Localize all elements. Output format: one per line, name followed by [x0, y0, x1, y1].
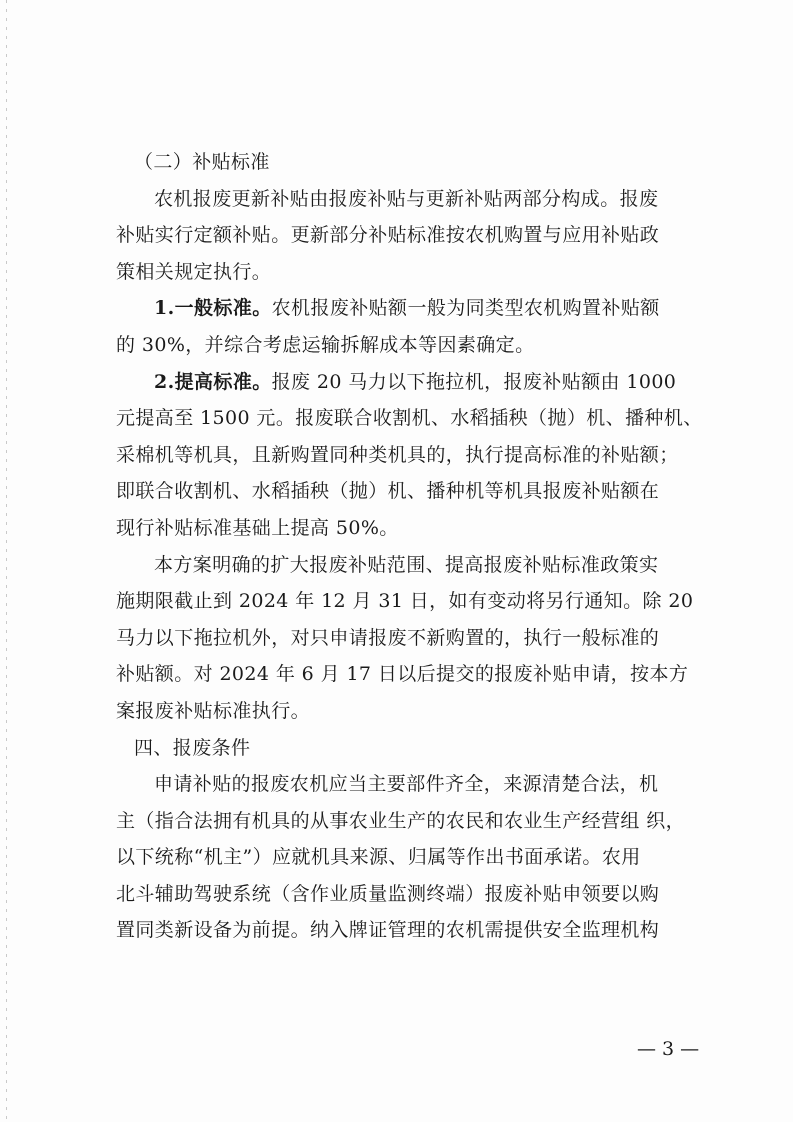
paragraph-line: 元提高至 1500 元。报废联合收割机、水稻插秧（抛）机、播种机、	[116, 407, 703, 430]
page-number: — 3 —	[637, 1038, 700, 1060]
bold-lead-raised-standard: 2.提高标准。	[154, 370, 272, 393]
paragraph-line: 本方案明确的扩大报废补贴范围、提高报废补贴标准政策实	[154, 553, 659, 576]
paragraph-line-general-standard	[116, 290, 721, 327]
paragraph-text: 农机报废补贴额一般为同类型农机购置补贴额	[271, 297, 660, 320]
paragraph-line: 现行补贴标准基础上提高 50%。	[116, 516, 399, 539]
scan-edge-mark	[6, 0, 7, 1122]
paragraph-line: 申请补贴的报废农机应当主要部件齐全，来源清楚合法，机	[154, 773, 659, 796]
section-heading-subsidy-standard: （二）补贴标准	[134, 151, 270, 173]
section-heading-scrap-conditions: 四、报废条件	[134, 736, 251, 759]
paragraph-line: 马力以下拖拉机外，对只申请报废不新购置的，执行一般标准的	[116, 626, 660, 649]
bold-lead-general-standard: 1.一般标准。	[154, 297, 272, 320]
paragraph-line: 补贴实行定额补贴。更新部分补贴标准按农机购置与应用补贴政	[116, 224, 660, 247]
paragraph-line: 采棉机等机具，且新购置同种类机具的，执行提高标准的补贴额；	[116, 443, 679, 466]
paragraph-line: 即联合收割机、水稻插秧（抛）机、播种机等机具报废补贴额在	[116, 480, 660, 503]
paragraph-line-raised-standard	[116, 364, 721, 401]
paragraph-line: 置同类新设备为前提。纳入牌证管理的农机需提供安全监理机构	[116, 919, 660, 942]
paragraph-line: 以下统称“机主”）应就机具来源、归属等作出书面承诺。农用	[116, 846, 641, 869]
paragraph-line: 案报废补贴标准执行。	[116, 699, 311, 722]
paragraph-line: 施期限截止到 2024 年 12 月 31 日，如有变动将另行通知。除 20	[116, 590, 694, 613]
paragraph-line: 策相关规定执行。	[116, 260, 272, 283]
paragraph-line: 补贴额。对 2024 年 6 月 17 日以后提交的报废补贴申请，按本方	[116, 663, 689, 686]
paragraph-line: 农机报废更新补贴由报废补贴与更新补贴两部分构成。报废	[154, 187, 659, 210]
paragraph-text: 报废 20 马力以下拖拉机，报废补贴额由 1000	[271, 370, 677, 393]
paragraph-line: 的 30%，并综合考虑运输拆解成本等因素确定。	[116, 333, 535, 356]
paragraph-line: 主（指合法拥有机具的从事农业生产的农民和农业生产经营组 织，	[116, 809, 686, 832]
paragraph-line: 北斗辅助驾驶系统（含作业质量监测终端）报废补贴申领要以购	[116, 882, 660, 905]
document-body	[116, 144, 721, 949]
